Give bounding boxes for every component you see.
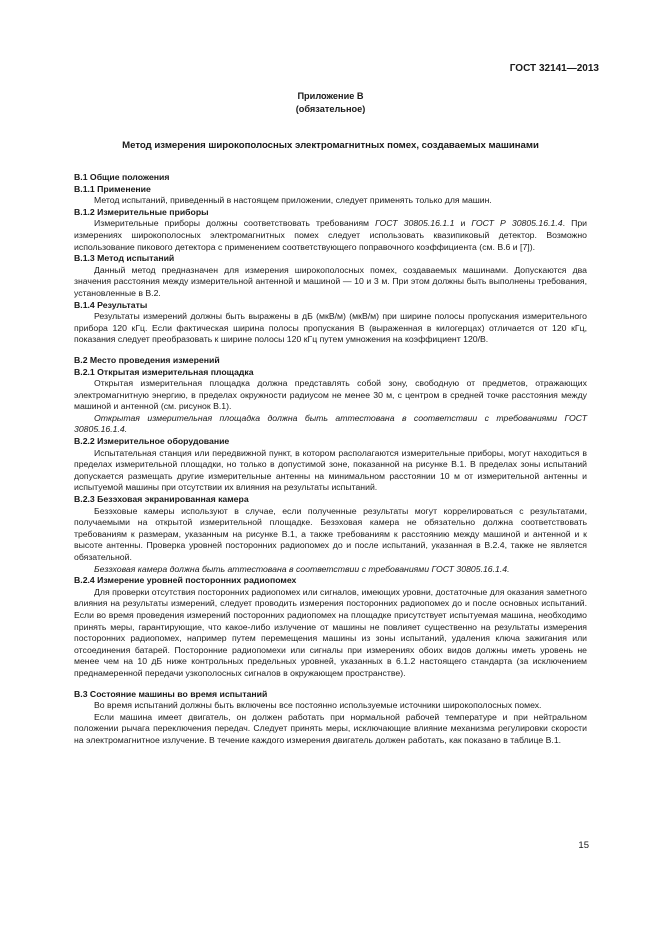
- section-b22-title: В.2.2 Измерительное оборудование: [74, 436, 230, 447]
- document-body: [74, 172, 587, 747]
- section-b22-text: Испытательная станция или передвижной пункт, в котором располагаются измерительные приборы, могут находиться в пределах измерительной площадки, но только в допустимой зоне, показанной на рисунке В.1. В пределах зоны испытаний допускается размещать другие измерительные антенны на минимальном расстоянии 10 м от измерительной антенны и испытуемой машины при отсутствии их влияния на результаты испытаний.: [74, 447, 587, 493]
- appendix-title: Приложение В: [297, 91, 364, 101]
- section-b21-title: В.2.1 Открытая измерительная площадка: [74, 366, 254, 377]
- standard-designation: ГОСТ 32141—2013: [509, 63, 599, 74]
- section-b3-text-2: Если машина имеет двигатель, он должен работать при нормальной рабочей температуре и при нейтральном положении рычага переключения передач. Следует принять меры, исключающие влияние механизма регулировки скорости на электромагнитное излучение. В течение каждого измерения двигатель должен работать, как показано в таблице В.1.: [74, 711, 587, 745]
- section-b2-title: В.2 Место проведения измерений: [74, 354, 220, 365]
- section-b24-title: В.2.4 Измерение уровней посторонних радиопомех: [74, 575, 297, 586]
- section-b23-note: Безэховая камера должна быть аттестована в соответствии с требованиями ГОСТ 30805.16.1.4.: [94, 563, 510, 574]
- section-b21-note: Открытая измерительная площадка должна быть аттестована в соответствии с требованиями ГОСТ 30805.16.1.4.: [74, 412, 587, 435]
- b12-text-start: Измерительные приборы должны соответствовать требованиям: [94, 218, 376, 229]
- section-b13-text: Данный метод предназначен для измерения широкополосных помех, создаваемых машинами. Допускаются два значения расстояния между измерительной антенной и машиной — 10 и 3 м. При этом должны быть выполнены требования, установленные в В.2.: [74, 264, 587, 298]
- page-number: 15: [578, 840, 589, 851]
- section-b3-title: В.3 Состояние машины во время испытаний: [74, 688, 268, 699]
- section-b13-title: В.1.3 Метод испытаний: [74, 253, 175, 264]
- b12-text-end: . При измерениях широкополосных электромагнитных помех следует использовать квазипиковый детектор. Возможно использование пикового детектора с применением соответствующего поправочного коэффициента (см. В.6 и [7]).: [74, 218, 588, 252]
- section-b14-text: Результаты измерений должны быть выражены в дБ (мкВ/м) (мкВ/м) при ширине полосы пропускания измерительного прибора 120 кГц. Если фактическая ширина полосы пропускания В (выраженная в килогерцах) отличается от 120 кГц, показания следует преобразовать к ширине полосы 120 кГц путем умножения на коэффициент 120/В.: [74, 311, 587, 345]
- section-b23-title: В.2.3 Безэховая экранированная камера: [74, 494, 249, 505]
- section-b1-title: В.1 Общие положения: [74, 172, 170, 182]
- section-b23-text: Безэховые камеры используют в случае, если полученные результаты могут коррелироваться с результатами, получаемыми на открытой измерительной площадке. Безэховая камера не обязательно должна соответствовать требованиям к размерам, указанным на рисунке В.1, а также требованиям к расстоянию между машиной и антенной и к высоте антенны. Проверка уровней посторонних радиопомех до и после испытаний, указанная в В.2.4, также не является обязательной.: [74, 505, 587, 562]
- section-b12-title: В.1.2 Измерительные приборы: [74, 206, 209, 217]
- section-b24-text: Для проверки отсутствия посторонних радиопомех или сигналов, имеющих уровни, достаточные для оказания заметного влияния на результаты измерений, следует проводить измерения посторонних радиопомех до и после основных испытаний. Если во время проведения измерений посторонних радиопомех на площадке присутствует испытуемая машина, необходимо принять меры, гарантирующие, что какое-либо излучение от машины не повлияет существенно на результаты измерения посторонних радиопомех, например путем перемещения машины из зоны испытаний, удаления ключа зажигания или отсоединения батарей. Посторонние радиопомехи или сигналы при измерениях обоих видов должны иметь уровень не менее чем на 10 дБ ниже контрольных предельных уровней, указанных в 6.1.2 настоящего стандарта (за исключением преднамеренной передачи узкополосных сигналов в окружающем пространстве).: [74, 586, 587, 678]
- b12-text-and: и: [454, 218, 472, 229]
- section-b14-title: В.1.4 Результаты: [74, 299, 148, 310]
- gost-ref-link: ГОСТ Р 30805.16.1.4: [471, 218, 563, 229]
- section-b3-text-1: Во время испытаний должны быть включены все постоянно используемые источники широкополосных помех.: [94, 700, 542, 711]
- section-b12-text: [74, 218, 587, 253]
- section-b11-text: Метод испытаний, приведенный в настоящем приложении, следует применять только для машин.: [94, 195, 492, 206]
- section-b21-text: Открытая измерительная площадка должна представлять собой зону, свободную от предметов, отражающих электромагнитную энергию, в пределах окружности радиусом не менее 30 м, с центром в средней точке расстояния между машиной и антенной (см. рисунок В.1).: [74, 378, 587, 412]
- gost-ref-link: ГОСТ 30805.16.1.1: [375, 218, 455, 229]
- appendix-status: (обязательное): [295, 104, 366, 114]
- section-b11-title: В.1.1 Применение: [74, 183, 151, 194]
- appendix-heading: Метод измерения широкополосных электромагнитных помех, создаваемых машинами: [122, 140, 539, 151]
